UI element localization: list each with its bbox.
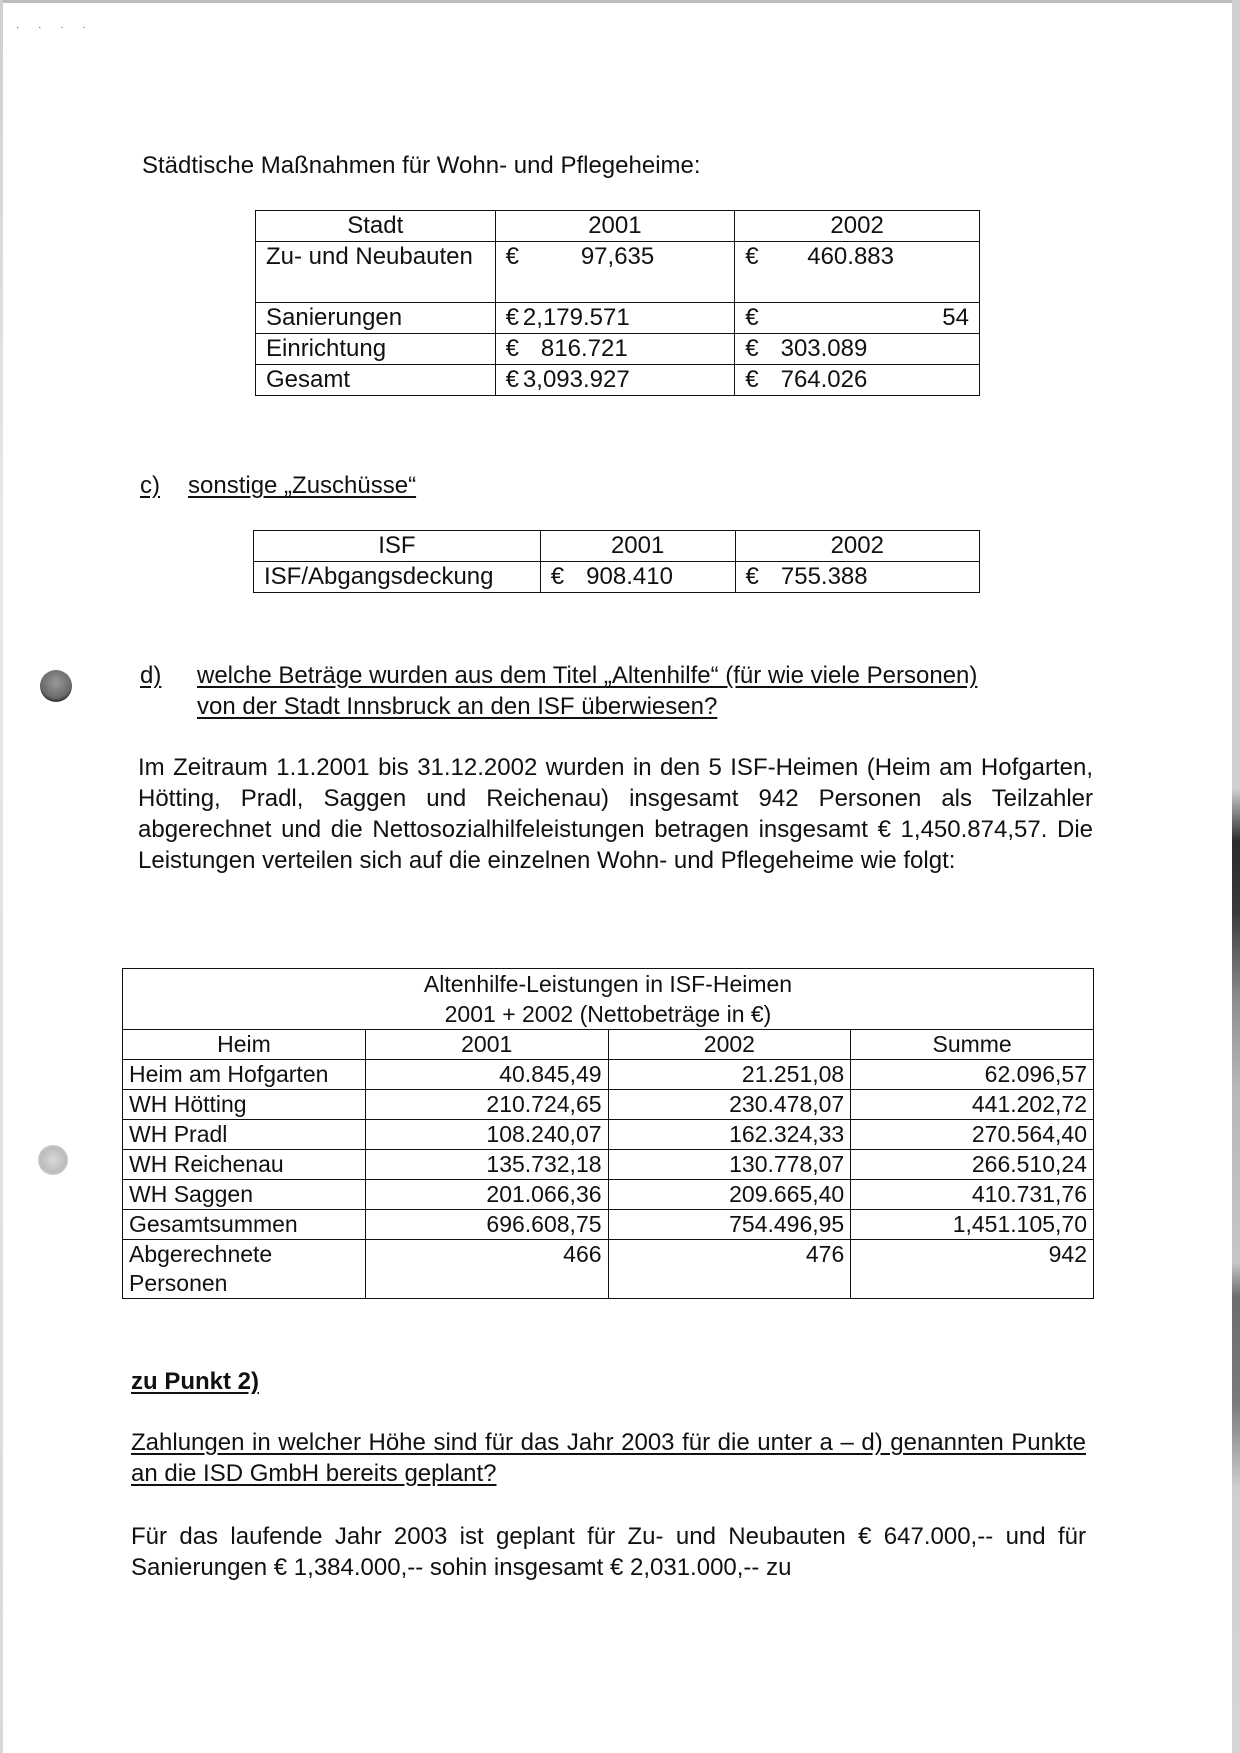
amount: 816.721 — [540, 335, 628, 362]
value-2001: 135.732,18 — [365, 1150, 608, 1180]
table-row — [256, 334, 980, 365]
value-2002: 130.778,07 — [608, 1150, 851, 1180]
scan-edge-right — [1232, 0, 1240, 1753]
table-row-total — [256, 365, 980, 396]
table-row-total — [123, 1210, 1094, 1240]
amount: 3,093.927 — [522, 366, 630, 393]
scan-edge-top — [0, 0, 1240, 3]
value-2002: 754.496,95 — [608, 1210, 851, 1240]
table-row — [256, 242, 980, 303]
heim-name — [123, 1240, 366, 1299]
scan-specks: · · · · — [16, 22, 94, 33]
value-2002 — [735, 303, 980, 334]
value-2002: 476 — [608, 1240, 851, 1299]
value-summe: 441.202,72 — [851, 1090, 1094, 1120]
euro-sign: € — [745, 243, 759, 270]
value-2001 — [495, 242, 735, 303]
section-d-heading — [140, 660, 1100, 722]
column-header: 2001 — [365, 1030, 608, 1060]
euro-sign: € — [505, 366, 519, 393]
section-title: sonstige „Zuschüsse“ — [188, 472, 417, 499]
value-summe: 1,451.105,70 — [851, 1210, 1094, 1240]
punkt2-question: Zahlungen in welcher Höhe sind für das Jahr 2003 für die unter a – d) genannten Punkte an die ISD GmbH bereits geplant? — [131, 1429, 1086, 1487]
heim-name: Heim am Hofgarten — [123, 1060, 366, 1090]
section-marker: c) — [140, 472, 160, 499]
table-stadt — [255, 210, 980, 396]
table-row — [256, 303, 980, 334]
euro-sign: € — [745, 304, 759, 331]
euro-sign: € — [550, 563, 565, 590]
table-row — [123, 1090, 1094, 1120]
amount: 764.026 — [780, 366, 868, 393]
section-d-line1: welche Beträge wurden aus dem Titel „Altenhilfe“ (für wie viele Personen) — [197, 662, 978, 689]
heim-name: WH Hötting — [123, 1090, 366, 1120]
table-row — [123, 1150, 1094, 1180]
value-2002: 21.251,08 — [608, 1060, 851, 1090]
punkt2-heading: zu Punkt 2) — [131, 1368, 260, 1395]
value-2001: 210.724,65 — [365, 1090, 608, 1120]
section-marker: d) — [140, 662, 162, 689]
value-2002: 209.665,40 — [608, 1180, 851, 1210]
value-2002: 230.478,07 — [608, 1090, 851, 1120]
euro-sign: € — [505, 304, 519, 331]
table-header-row — [254, 531, 980, 562]
table-row — [123, 1120, 1094, 1150]
value-2001: 108.240,07 — [365, 1120, 608, 1150]
amount: 908.410 — [586, 563, 673, 590]
row-label: Gesamt — [256, 365, 496, 396]
table-title-line2: 2001 + 2002 (Nettobeträge in €) — [444, 1001, 772, 1027]
column-header: ISF — [254, 531, 541, 562]
punkt2-answer: Für das laufende Jahr 2003 ist geplant für Zu- und Neubauten € 647.000,-- und für Sanierungen € 1,384.000,-- sohin insgesamt € 2,031.000,-- zu — [131, 1523, 1086, 1581]
amount: 755.388 — [780, 563, 868, 590]
table-title — [123, 969, 1094, 1030]
value-summe: 266.510,24 — [851, 1150, 1094, 1180]
punch-hole-icon — [38, 1145, 68, 1175]
persons-label: Abgerechnete Personen — [129, 1241, 273, 1296]
amount: 2,179.571 — [522, 304, 630, 331]
value-2002 — [735, 242, 980, 303]
value-2001 — [540, 562, 735, 593]
value-2001: 201.066,36 — [365, 1180, 608, 1210]
value-2001: 696.608,75 — [365, 1210, 608, 1240]
value-2001 — [495, 303, 735, 334]
value-summe: 270.564,40 — [851, 1120, 1094, 1150]
scan-edge-left — [0, 0, 3, 1753]
value-2002 — [735, 562, 979, 593]
euro-sign: € — [745, 563, 759, 590]
row-label: ISF/Abgangsdeckung — [254, 562, 541, 593]
amount: 303.089 — [780, 335, 868, 362]
table-altenhilfe — [122, 968, 1094, 1299]
value-2001 — [495, 365, 735, 396]
row-label: Zu- und Neubauten — [256, 242, 496, 303]
punch-hole-icon — [40, 670, 72, 702]
table-isf — [253, 530, 980, 593]
value-2002 — [735, 365, 980, 396]
value-2002: 162.324,33 — [608, 1120, 851, 1150]
value-summe: 410.731,76 — [851, 1180, 1094, 1210]
table-row — [123, 1180, 1094, 1210]
column-header: Heim — [123, 1030, 366, 1060]
column-header: Summe — [851, 1030, 1094, 1060]
value-summe: 942 — [851, 1240, 1094, 1299]
column-header: 2001 — [495, 211, 735, 242]
table-title-line1: Altenhilfe-Leistungen in ISF-Heimen — [423, 971, 793, 997]
heim-name: WH Saggen — [123, 1180, 366, 1210]
column-header: 2002 — [608, 1030, 851, 1060]
column-header: 2001 — [540, 531, 735, 562]
table-row — [123, 1060, 1094, 1090]
column-header: Stadt — [256, 211, 496, 242]
amount: 460.883 — [807, 243, 894, 270]
euro-sign: € — [745, 335, 759, 362]
table-header-row — [123, 1030, 1094, 1060]
column-header: 2002 — [735, 211, 980, 242]
amount: 97,635 — [580, 243, 655, 270]
heim-name: WH Pradl — [123, 1120, 366, 1150]
value-summe: 62.096,57 — [851, 1060, 1094, 1090]
value-2001: 466 — [365, 1240, 608, 1299]
heim-name: WH Reichenau — [123, 1150, 366, 1180]
section-c-heading — [140, 470, 460, 501]
value-2002 — [735, 334, 980, 365]
value-2001: 40.845,49 — [365, 1060, 608, 1090]
euro-sign: € — [505, 335, 519, 362]
section-d-line2: von der Stadt Innsbruck an den ISF überwiesen? — [197, 693, 718, 720]
paragraph-d: Im Zeitraum 1.1.2001 bis 31.12.2002 wurden in den 5 ISF-Heimen (Heim am Hofgarten, Hötting, Pradl, Saggen und Reichenau) insgesamt 942 Personen als Teilzahler abgerechnet und die Nettosozialhilfeleistungen betragen insgesamt € 1,450.874,57. Die Leistungen verteilen sich auf die einzelnen Wohn- und Pflegeheime wie folgt: — [138, 754, 1093, 874]
value-2001 — [495, 334, 735, 365]
heim-name: Gesamtsummen — [123, 1210, 366, 1240]
row-label: Einrichtung — [256, 334, 496, 365]
table-header-row — [256, 211, 980, 242]
euro-sign: € — [745, 366, 759, 393]
table-title-row — [123, 969, 1094, 1030]
heading-staedtisch: Städtische Maßnahmen für Wohn- und Pflegeheime: — [142, 152, 701, 179]
table-row-persons — [123, 1240, 1094, 1299]
euro-sign: € — [505, 243, 519, 270]
column-header: 2002 — [735, 531, 979, 562]
amount: 54 — [942, 304, 969, 331]
row-label: Sanierungen — [256, 303, 496, 334]
table-row — [254, 562, 980, 593]
